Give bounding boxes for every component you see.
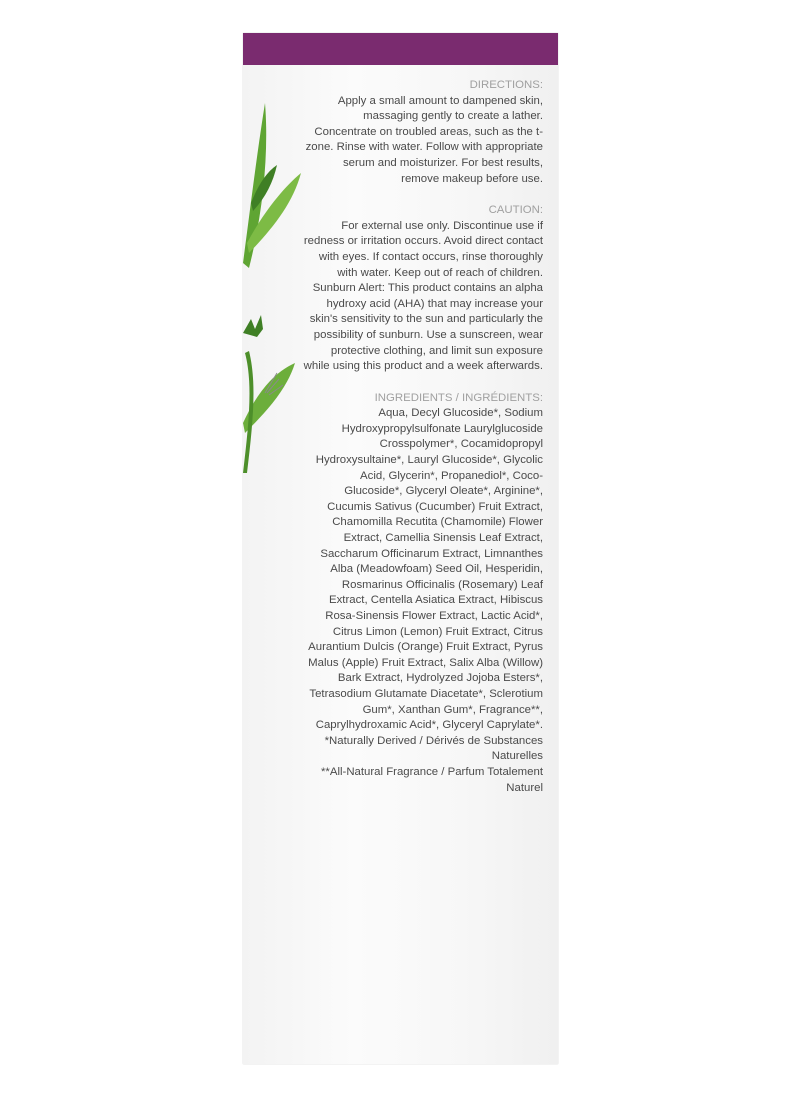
purple-top-band [243,33,558,65]
ingredients-text: Aqua, Decyl Glucoside*, Sodium Hydroxypropylsulfonate Laurylglucoside Crosspolymer*, Cocamidopropyl Hydroxysultaine*, Lauryl Glucoside*, Glycolic Acid, Glycerin*, Propanediol*, Coco-Glucoside*, Glyceryl Oleate*, Arginine*, Cucumis Sativus (Cucumber) Fruit Extract, Chamomilla Recutita (Chamomile) Flower Extract, Camellia Sinensis Leaf Extract, Saccharum Officinarum Extract, Limnanthes Alba (Meadowfoam) Seed Oil, Hesperidin, Rosmarinus Officinalis (Rosemary) Leaf Extract, Centella Asiatica Extract, Hibiscus Rosa-Sinensis Flower Extract, Lactic Acid*, Citrus Limon (Lemon) Fruit Extract, Citrus Aurantium Dulcis (Orange) Fruit Extract, Pyrus Malus (Apple) Fruit Extract, Salix Alba (Willow) Bark Extract, Hydrolyzed Jojoba Esters*, Tetrasodium Glutamate Diacetate*, Sclerotium Gum*, Xanthan Gum*, Fragrance**, Caprylhydroxamic Acid*, Glyceryl Caprylate*. [308,407,543,732]
natural-fragrance-footnote: **All-Natural Fragrance / Parfum Totalement Naturel [321,765,543,794]
ingredients-heading: INGREDIENTS / INGRÉDIENTS: [374,391,543,404]
product-box-side-panel [243,33,558,1064]
caution-text: For external use only. Discontinue use if redness or irritation occurs. Avoid direct contact with eyes. If contact occurs, rinse thoroughly with water. Keep out of reach of children. Sunburn Alert: This product contains an alpha hydroxy acid (AHA) that may increase your skin's sensitivity to the sun and particularly the possibility of sunburn. Use a sunscreen, wear protective clothing, and limit sun exposure while using this product and a week afterwards. [303,219,543,373]
directions-text: Apply a small amount to dampened skin, massaging gently to create a lather. Concentrate on troubled areas, such as the t-zone. Rinse with water. Follow with appropriate serum and moisturizer. For best results, remove makeup before use. [305,94,543,185]
caution-heading: CAUTION: [488,204,543,217]
label-text-panel [303,78,543,796]
lower-stem [243,351,253,473]
directions-heading: DIRECTIONS: [469,79,543,91]
herb-sprig [243,315,263,337]
naturally-derived-footnote: *Naturally Derived / Dérivés de Substances Naturelles [324,734,543,763]
